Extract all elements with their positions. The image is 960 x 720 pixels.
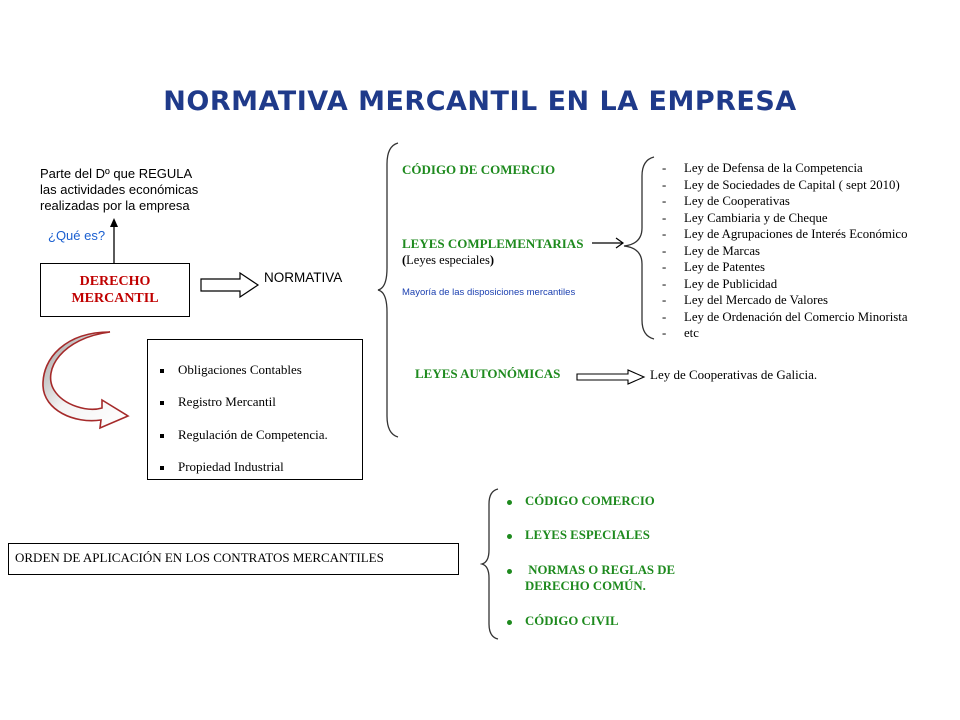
open-paren: ( (402, 253, 407, 267)
leyes-especiales-label (402, 253, 494, 268)
list-item: - Ley de Ordenación del Comercio Minorista (662, 309, 908, 324)
law-label: Ley de Ordenación del Comercio Minorista (684, 309, 908, 324)
question-label: ¿Qué es? (48, 228, 106, 243)
right-arrow-icon (200, 272, 260, 298)
order-item-label: NORMAS O REGLAS DE (525, 563, 676, 577)
order-item-label: CÓDIGO COMERCIO (525, 494, 655, 508)
definition-line: las actividades económicas (40, 182, 199, 197)
normativa-label: NORMATIVA (264, 270, 343, 285)
laws-list (662, 160, 908, 342)
list-item: - etc (662, 326, 699, 340)
list-item (160, 394, 276, 410)
list-item (160, 362, 302, 378)
definition-line: Parte del Dº que REGULA (40, 166, 193, 181)
definition-line: realizadas por la empresa (40, 198, 190, 213)
list-item: - Ley de Cooperativas (662, 194, 790, 208)
obligation-label: Registro Mercantil (178, 394, 276, 409)
galicia-law-label: Ley de Cooperativas de Galicia. (650, 367, 818, 382)
list-item: - Ley de Publicidad (662, 276, 778, 291)
list-item: - Ley Cambiaria y de Cheque (662, 210, 828, 225)
obligation-label: Obligaciones Contables (178, 362, 302, 377)
leyes-especiales-text: Leyes especiales (406, 253, 490, 267)
law-label: Ley de Publicidad (684, 276, 778, 291)
curved-arrow-icon (40, 328, 132, 430)
main-brace-icon (376, 142, 402, 438)
orden-aplicacion-box: ORDEN DE APLICACIÓN EN LOS CONTRATOS MERCANTILES (8, 543, 459, 575)
mayoria-note: Mayoría de las disposiciones mercantiles (402, 287, 576, 298)
law-label: Ley de Cooperativas (684, 194, 790, 208)
close-paren: ) (489, 253, 494, 267)
law-label: Ley Cambiaria y de Cheque (684, 210, 828, 225)
law-label: Ley de Sociedades de Capital ( sept 2010) (684, 177, 900, 192)
leyes-complementarias-label: LEYES COMPLEMENTARIAS (402, 236, 584, 251)
order-item-label-2: DERECHO COMÚN. (525, 579, 646, 593)
order-brace-icon (480, 488, 500, 640)
law-label: Ley de Agrupaciones de Interés Económico (684, 227, 908, 241)
law-label: Ley de Patentes (684, 260, 766, 274)
order-item-label: LEYES ESPECIALES (525, 528, 650, 542)
order-item-label: CÓDIGO CIVIL (525, 614, 619, 628)
codigo-comercio-label: CÓDIGO DE COMERCIO (402, 162, 556, 177)
definition-text (40, 166, 250, 214)
up-arrow-icon (106, 218, 122, 264)
list-item: - Ley del Mercado de Valores (662, 293, 829, 307)
list-item: - Ley de Sociedades de Capital ( sept 2010) (662, 177, 900, 192)
list-item: - Ley de Marcas (662, 243, 761, 258)
list-item (507, 563, 675, 578)
law-label: Ley de Marcas (684, 243, 761, 258)
laws-brace-icon (622, 156, 656, 340)
law-label: Ley del Mercado de Valores (684, 293, 829, 307)
list-item (507, 494, 655, 509)
obligation-label: Propiedad Industrial (178, 459, 284, 474)
obligation-label: Regulación de Competencia. (178, 427, 328, 442)
autonomicas-arrow-icon (576, 369, 646, 385)
list-item: - Ley de Agrupaciones de Interés Económico (662, 227, 908, 241)
law-label: etc (684, 326, 699, 340)
derecho-line: DERECHO (79, 274, 151, 289)
law-label: Ley de Defensa de la Competencia (684, 161, 863, 175)
list-item (160, 459, 284, 475)
list-item (507, 528, 650, 543)
obligations-box (147, 339, 363, 480)
list-item: - Ley de Patentes (662, 260, 766, 274)
page-title: NORMATIVA MERCANTIL EN LA EMPRESA (163, 86, 797, 117)
list-item: - Ley de Defensa de la Competencia (662, 161, 863, 175)
list-item (160, 427, 328, 443)
mercantil-line: MERCANTIL (71, 291, 159, 306)
list-item (507, 614, 619, 629)
derecho-mercantil-box (40, 263, 190, 317)
leyes-autonomicas-label: LEYES AUTONÓMICAS (415, 366, 561, 381)
